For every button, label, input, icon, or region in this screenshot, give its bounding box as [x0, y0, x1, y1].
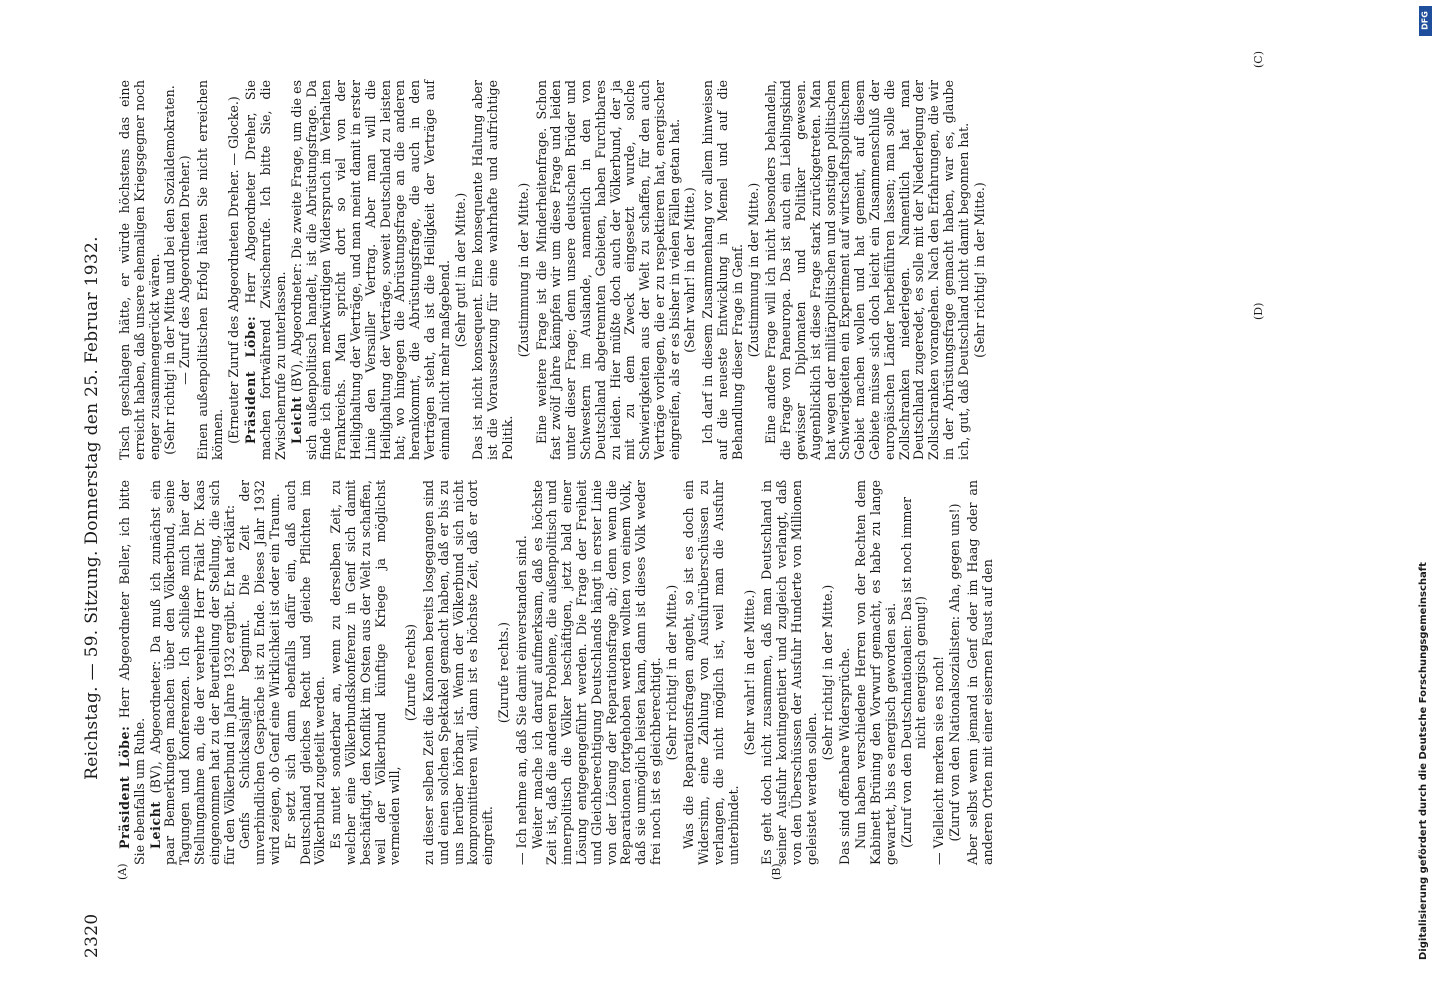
- dfg-logo: [1419, 6, 1432, 36]
- interjection: (Zustimmung in der Mitte.): [515, 182, 531, 358]
- text-paragraph: — Ich nehme an, daß Sie damit einverstanden sind.: [513, 535, 529, 865]
- interjection: (Sehr richtig! in der Mitte.): [971, 182, 987, 358]
- speaker-name: Präsident Löbe:: [117, 725, 132, 849]
- text-paragraph: Ich darf in diesem Zusammenhang vor allem hinweisen auf die neueste Entwicklung in Memel und auf die Behandlung dieser Frage in Genf.: [700, 80, 745, 460]
- quote-paragraph: Genfs Schicksalsjahr beginnt. Die Zeit der unverbindlichen Gespräche ist zu Ende. Dieses Jahr 1932 wird zeigen, ob Genf eine Wirklichkeit ist oder ein Traum.: [237, 480, 282, 865]
- text-paragraph: Er setzt sich dann ebenfalls dafür ein, daß auch Deutschland gleiches Recht und gleiche Pflichten im Völkerbund zugeteilt werden.: [282, 480, 328, 865]
- speech-paragraph: [149, 480, 238, 865]
- speech-paragraph: [118, 480, 148, 865]
- interjection: (Sehr wahr! in der Mitte.): [682, 187, 698, 353]
- interjection: (Zurufe rechts): [403, 623, 419, 722]
- dfg-logo-text: DFG: [1420, 11, 1430, 30]
- text-paragraph: Tisch geschlagen hätte, er würde höchstens das eine erreicht haben, daß unsere ehemaligen Kriegsgegner noch enger zusammengerückt wären.: [117, 80, 162, 460]
- interjection: (Sehr richtig! in der Mitte und bei den Sozialdemokraten. — Zuruf des Abgeordneten Dreher.): [162, 85, 193, 455]
- right-text-column: [118, 80, 990, 460]
- page-title: Reichstag. — 59. Sitzung. Donnerstag den 25. Februar 1932.: [82, 236, 102, 780]
- speech-text: (BV), Abgeordneter: Da muß ich zunächst ein paar Bemerkungen machen über den Völkerbund, seine Tagungen und Konferenzen. Ich schließe mich hier der Stellungnahme an, die der verehrte Herr Prälat Dr. Kaas eingenommen hat zu der Beurteilung der Stellung, die sich für den Völkerbund im Jahre 1932 ergibt. Er hat erklärt:: [147, 480, 237, 865]
- text-paragraph: Das ist nicht konsequent. Eine konsequente Haltung aber ist die Voraussetzung für eine wahrhafte und aufrichtige Politik.: [470, 80, 515, 460]
- text-paragraph: Es mutet sonderbar an, wenn zu derselben Zeit, zu welcher eine Völkerbundskonferenz in Genf sich damit beschäftigt, den Konflikt im Osten aus der Welt zu schaffen, weil der Völkerbund künftige Kriege ja möglichst vermeiden will,: [328, 480, 403, 865]
- text-paragraph: Aber selbst wenn jemand in Genf oder im Haag oder an anderen Orten mit einer eisernen Faust auf den: [964, 480, 995, 865]
- speech-text: Herr Abgeordneter Dreher, Sie machen fortwährend Zwischenrufe. Ich bitte Sie, die Zwischenrufe zu unterlassen.: [243, 80, 288, 460]
- speech-text: (BV), Abgeordneter: Die zweite Frage, um die es sich außenpolitisch handelt, ist die Abrüstungsfrage. Da finde ich einen merkwürdigen Widerspruch im Verhalten Frankreichs. Man spricht dort so viel von der Heilighaltung der Verträge, und man meint damit in erster Linie den Versailler Vertrag. Aber man will die Heilighaltung der Verträge, soweit Deutschland zu leisten hat; wo hingegen die Abrüstungsfrage an die anderen herankommt, die Abrüstungsfrage, die auch in den Verträgen steht, da ist die Heiligkeit der Verträge auf einmal nicht mehr maßgebend.: [288, 80, 452, 460]
- interjection: (Zuruf von den Nationalsozialisten: Aha, gegen uns!): [947, 503, 963, 842]
- interjection: (Zurufe rechts.): [495, 621, 511, 724]
- page-number: 2320: [82, 913, 102, 958]
- interjection: (Zustimmung in der Mitte.): [745, 182, 761, 358]
- text-paragraph: Weiter mache ich darauf aufmerksam, daß es höchste Zeit ist, daß die anderen Probleme, die außenpolitisch und innerpolitisch die Völker beschäftigen, jetzt bald einer Lösung entgegengeführt werden. Die Frage der Freiheit und Gleichberechtigung Deutschlands hängt in erster Linie von der Lösung der Reparationsfrage ab; denn wenn die Reparationen fortgehoben werden wollten von einem Volk, daß sie unmöglich leisten kann, dann ist dieses Volk weder frei noch ist es gleichberechtigt.: [529, 480, 663, 865]
- text-paragraph: Eine andere Frage will ich nicht besonders behandeln, die Frage von Paneuropa. Das ist auch ein Lieblingskind gewisser Diplomaten und Politiker gewesen. Augenblicklich ist diese Frage stark zurückgetreten. Man hat wegen der militärpolitischen und sonstigen politischen Schwierigkeiten ein Experiment auf wirtschaftspolitischem Gebiet machen wollen und hat gemeint, auf diesem Gebiete müsse sich doch leicht ein Zusammenschluß der europäischen Länder herbeiführen lassen; man solle die Zollschranken niederlegen. Namentlich hat man Deutschland zugeredet, es solle mit der Niederlegung der Zollschranken vorangehen. Nach den Erfahrungen, die wir in der Abrüstungsfrage gemacht haben, war es, glaube ich, gut, daß Deutschland nicht damit begonnen hat.: [763, 80, 971, 460]
- text-paragraph: Was die Reparationsfragen angeht, so ist es doch ein Widersinn, eine Zahlung von Ausfuhrüberschüssen zu verlangen, die nicht möglich ist, weil man die Ausfuhr unterbindet.: [681, 480, 741, 865]
- interjection: (Sehr richtig! in der Mitte.): [663, 584, 679, 761]
- text-paragraph: — Vielleicht merken sie es noch!: [931, 655, 947, 865]
- text-paragraph: Einen außenpolitischen Erfolg hätten Sie nicht erreichen können.: [194, 80, 225, 460]
- text-paragraph: Nun haben verschiedene Herren von der Rechten dem Kabinett Brüning den Vorwurf gemacht, es habe zu lange gewartet, bis es energisch geworden sei.: [853, 480, 898, 865]
- interjection: (Zuruf von den Deutschnationalen: Das ist noch immer nicht energisch genug!): [898, 497, 929, 848]
- margin-marker-d: (D): [1252, 302, 1265, 320]
- text-paragraph: zu dieser selben Zeit die Kanonen bereits losgegangen sind und einen solchen Spektakel gemacht haben, daß er bis zu uns herüber hörbar ist. Wenn der Völkerbund sich nicht kompromittieren will, dann ist es höchste Zeit, daß er dort eingreift.: [420, 480, 496, 865]
- speaker-name: Präsident Löbe:: [243, 315, 259, 444]
- text-paragraph: Es geht doch nicht zusammen, daß man Deutschland in seiner Ausfuhr kontingentiert und zugleich verlangt, daß von den Überschüssen der Ausfuhr Hunderte von Millionen geleistet werden sollen.: [759, 480, 819, 865]
- text-paragraph: Das sind offenbare Widersprüche.: [837, 647, 853, 865]
- speech-paragraph: [290, 80, 453, 460]
- interjection: (Sehr gut! in der Mitte.): [452, 192, 468, 348]
- speaker-name: Leicht: [147, 801, 163, 849]
- text-paragraph: Eine weitere Frage ist die Minderheitenfrage. Schon fast zwölf Jahre kämpfen wir um diese Frage und leiden unter dieser Frage; denn unsere deutschen Brüder und Schwestern im Auslande, namentlich in den von Deutschland abgetrennten Gebieten, haben Furchtbares zu leiden. Hier müßte doch auch der Völkerbund, der ja mit zu dem Zweck eingesetzt wurde, solche Schwierigkeiten aus der Welt zu schaffen, für den auch Verträge vorliegen, die er zu respektieren hat, energischer eingreifen, als er es bisher in vielen Fällen getan hat.: [533, 80, 682, 460]
- interjection: (Sehr richtig! in der Mitte.): [819, 584, 835, 761]
- speaker-name: Leicht: [288, 396, 304, 444]
- side-credit: [1418, 40, 1432, 960]
- page-header: [82, 58, 112, 958]
- margin-marker-a: (A): [116, 863, 129, 880]
- interjection: (Erneuter Zuruf des Abgeordneten Dreher. — Glocke.): [225, 96, 241, 444]
- margin-marker-b: (B): [770, 863, 783, 880]
- speech-text: Herr Abgeordneter Beller, ich bitte Sie ebenfalls um Ruhe.: [117, 479, 147, 865]
- margin-marker-c: (C): [1252, 51, 1265, 68]
- left-text-column: [118, 480, 996, 865]
- side-credit-text: Digitalisierung gefördert durch die Deutsche Forschungsgemeinschaft: [1418, 562, 1429, 960]
- speech-paragraph: [244, 80, 288, 460]
- interjection: (Sehr wahr! in der Mitte.): [741, 589, 757, 756]
